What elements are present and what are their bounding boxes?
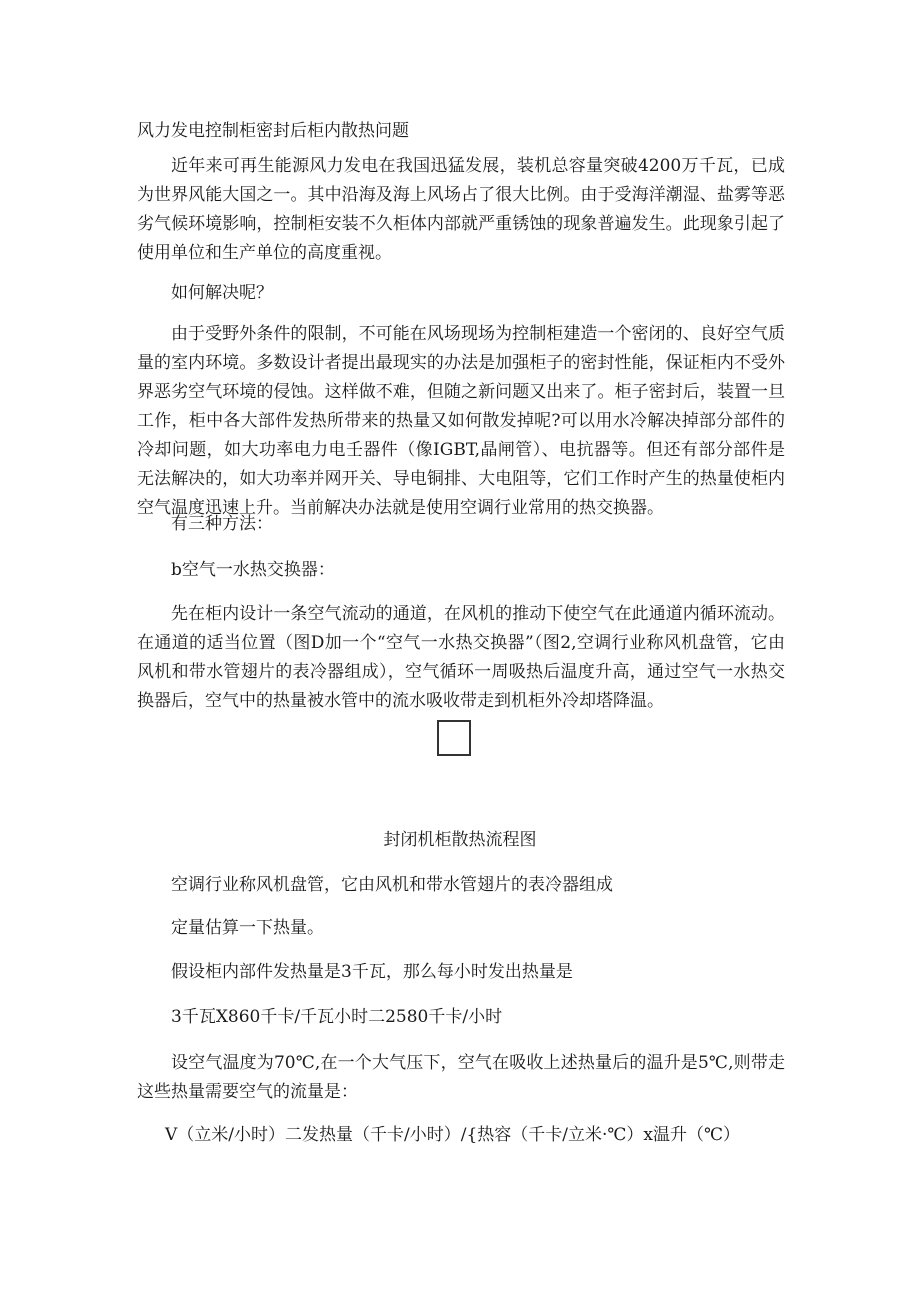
figure-caption: 封闭机柜散热流程图 xyxy=(383,830,537,850)
text-line-formula: V（立米/小时）二发热量（千卡/小时）/{热容（千卡/立米·℃）x温升（℃） xyxy=(165,1125,741,1145)
text-line-calculation: 3千瓦X860千卡/千瓦小时二2580千卡/小时 xyxy=(171,1007,503,1027)
paragraph-problem: 由于受野外条件的限制，不可能在风场现场为控制柜建造一个密闭的、良好空气质量的室内环境。多数设计者提出最现实的办法是加强柜子的密封性能，保证柜内不受外界恶劣空气环境的侵蚀。这样做不难，但随之新问题又出来了。柜子密封后，装置一旦工作，柜中各大部件发热所带来的热量又如何散发掉呢?可以用水冷解决掉部分部件的冷却问题，如大功率电力电壬器件（像IGBT,晶闸管）、电抗器等。但还有部分部件是无法解决的，如大功率并网开关、导电铜排、大电阻等，它们工作时产生的热量使柜内空气温度迅速上升。当前解决办法就是使用空调行业常用的热交换器。 xyxy=(137,324,785,518)
paragraph-air-temperature: 设空气温度为70℃,在一个大气压下，空气在吸收上述热量后的温升是5℃,则带走这些热量需要空气的流量是： xyxy=(137,1053,785,1102)
text-line-fan-coil: 空调行业称风机盘管，它由风机和带水管翅片的表冷器组成 xyxy=(171,875,613,895)
figure-placeholder xyxy=(437,720,471,756)
text-line-assumption: 假设柜内部件发热量是3千瓦，那么每小时发出热量是 xyxy=(171,962,573,982)
paragraph-intro: 近年来可再生能源风力发电在我国迅猛发展，装机总容量突破4200万千瓦，已成为世界风能大国之一。其中沿海及海上风场占了很大比例。由于受海洋潮湿、盐雾等恶劣气候环境影响，控制柜安装不久柜体内部就严重锈蚀的现象普遍发生。此现象引起了使用单位和生产单位的高度重视。 xyxy=(137,156,785,263)
paragraph-air-water-exchanger: 先在柜内设计一条空气流动的通道，在风机的推动下使空气在此通道内循环流动。在通道的适当位置（图D加一个“空气一水热交换器”（图2,空调行业称风机盘管，它由风机和带水管翅片的表冷器组成），空气循环一周吸热后温度升高，通过空气一水热交换器后，空气中的热量被水管中的流水吸收带走到机柜外冷却塔降温。 xyxy=(137,604,785,711)
paragraph-methods: 有三种方法： xyxy=(171,514,273,534)
paragraph-method-heading: b空气一水热交换器： xyxy=(171,560,335,580)
paragraph-question: 如何解决呢？ xyxy=(171,283,273,303)
text-line-estimate: 定量估算一下热量。 xyxy=(171,918,324,938)
document-title: 风力发电控制柜密封后柜内散热问题 xyxy=(137,121,409,141)
